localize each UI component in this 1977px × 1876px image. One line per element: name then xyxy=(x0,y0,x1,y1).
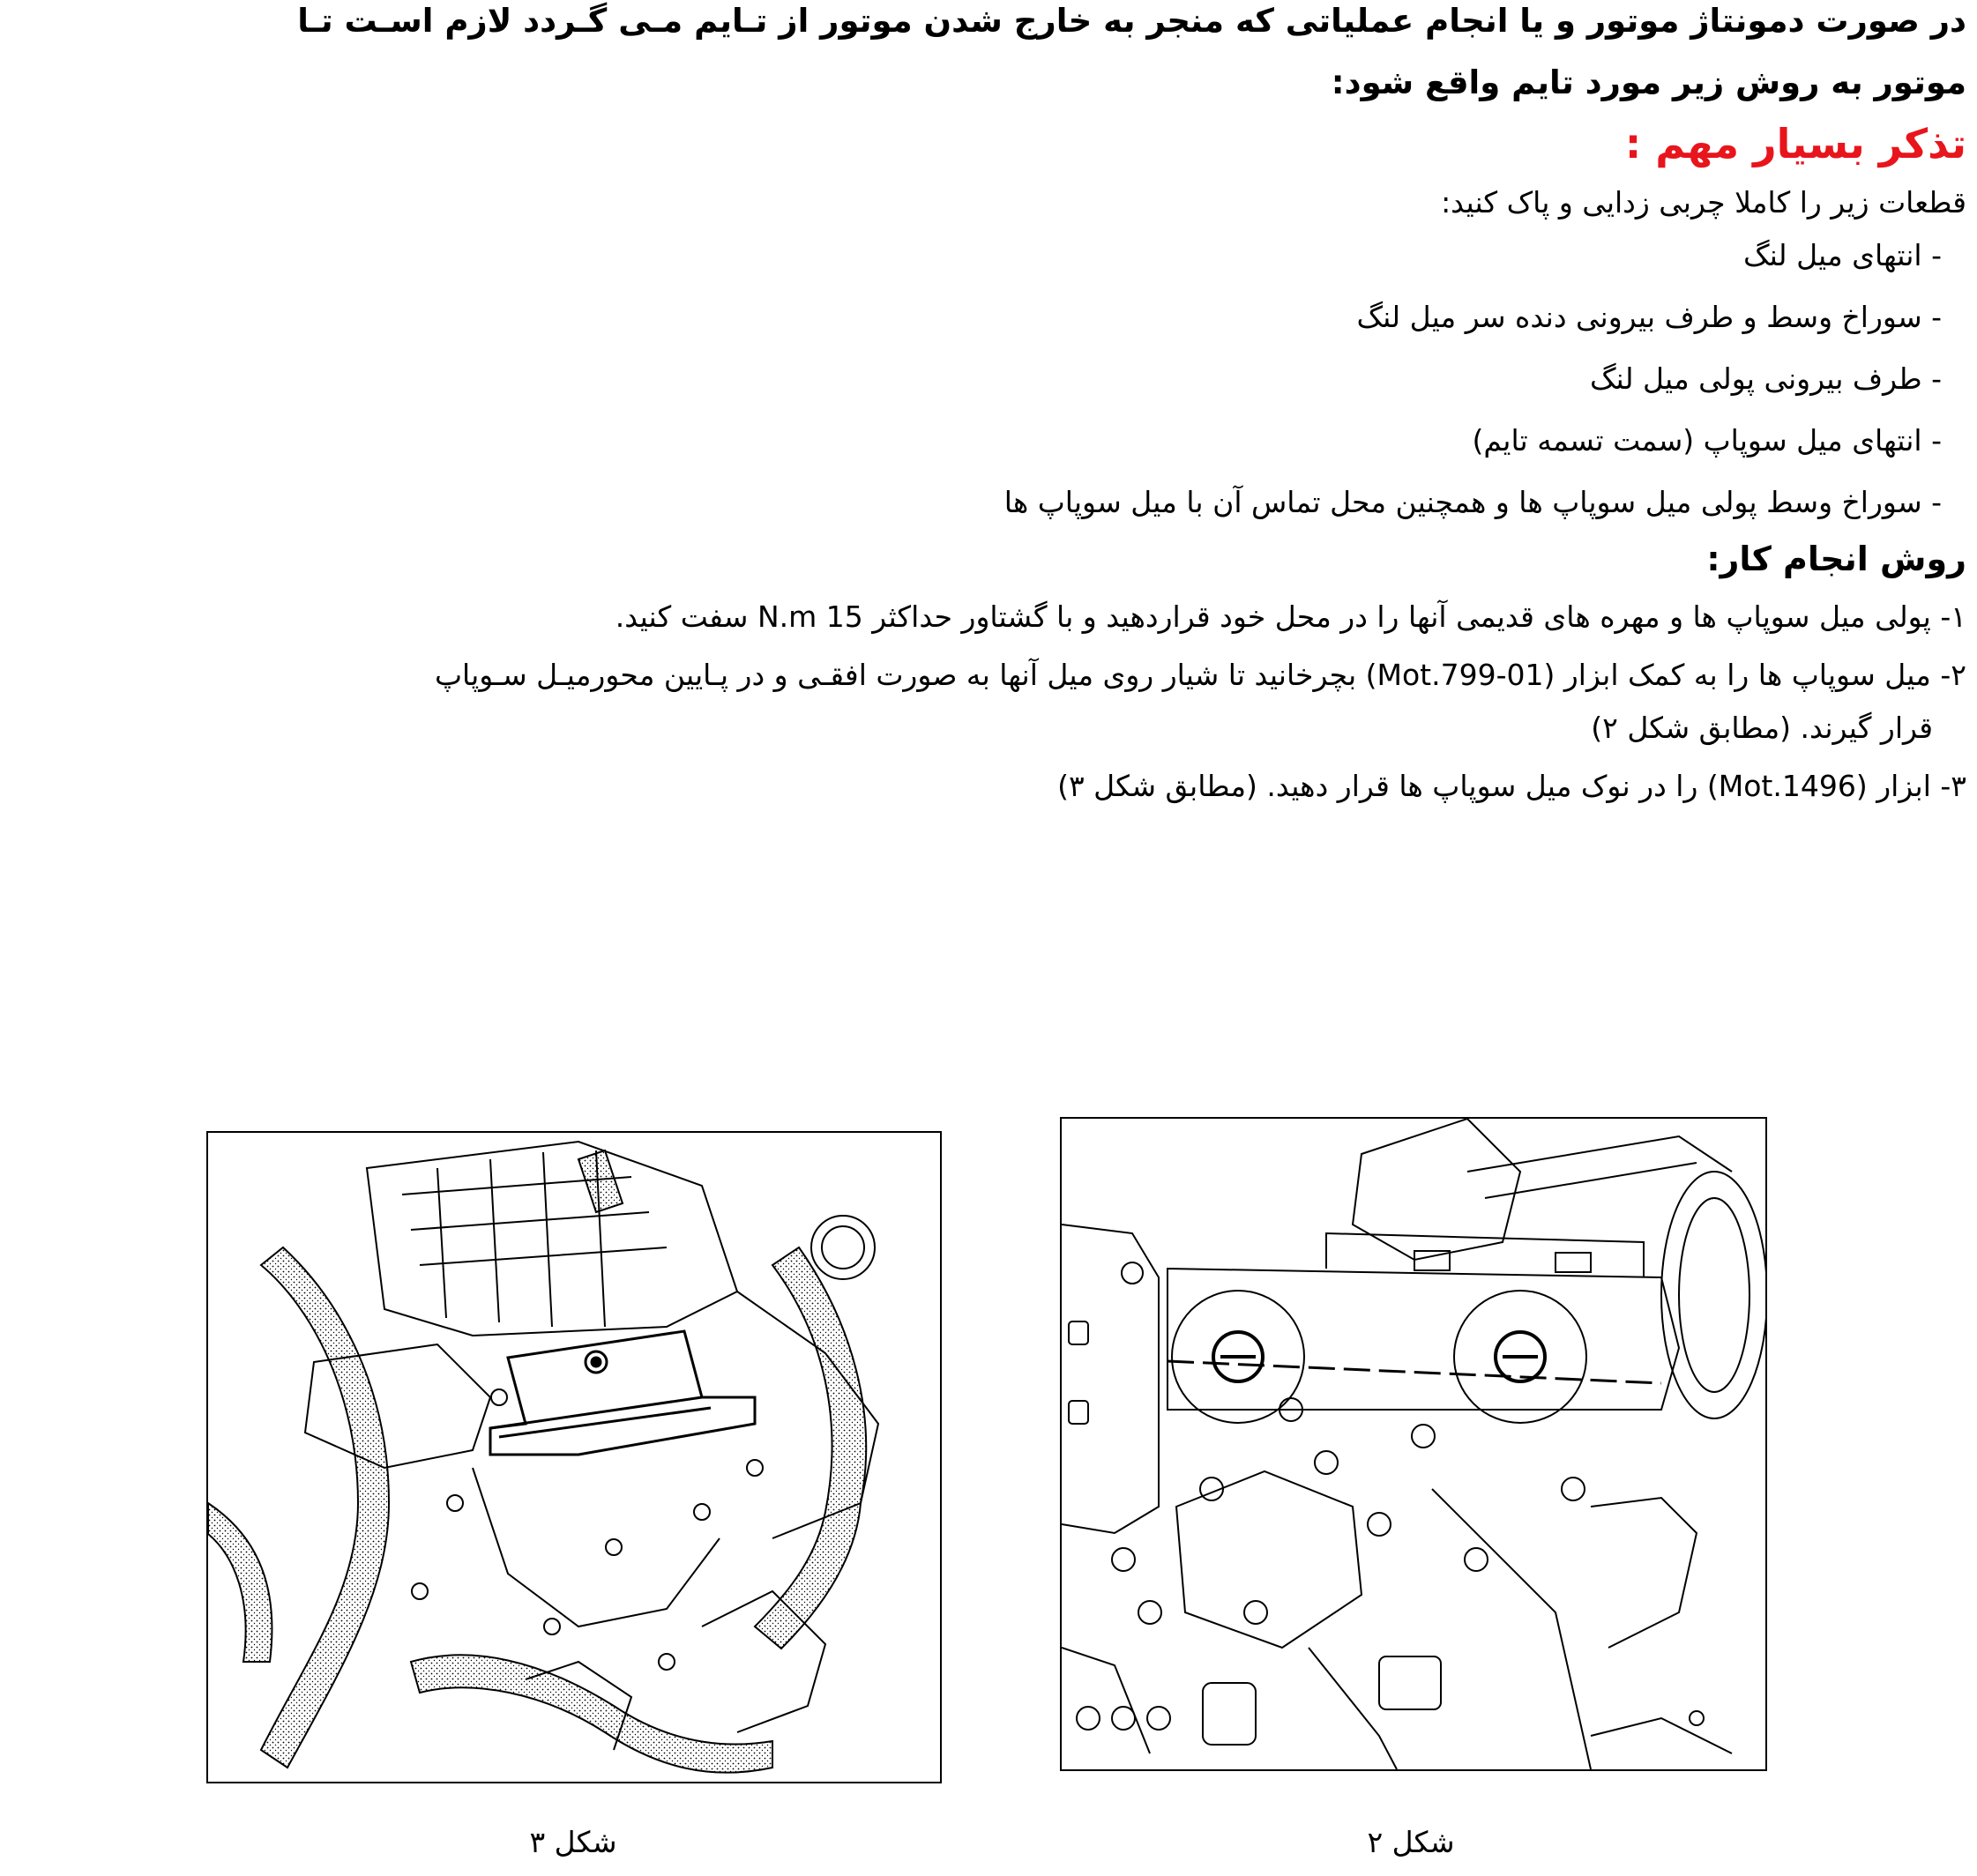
procedure-step-2-cont: قرار گیرند. (مطابق شکل ۲) xyxy=(1591,711,1933,745)
procedure-heading: روش انجام کار: xyxy=(1706,540,1966,578)
figure-2-engine-illustration xyxy=(1060,1117,1767,1771)
intro-line-1: در صورت دمونتاژ موتور و یا انجام عملیاتی که منجر به خارج شدن موتور از تـایم مـی گـردد لازم اسـت تـا xyxy=(297,2,1966,40)
degrease-item: - انتهای میل سوپاپ (سمت تسمه تایم) xyxy=(1472,423,1942,458)
important-heading: تذکر بسیار مهم : xyxy=(1624,120,1966,168)
degrease-item: - طرف بیرونی پولی میل لنگ xyxy=(1590,361,1942,396)
figure-3-engine-illustration xyxy=(206,1131,942,1783)
figure-3-caption: شکل ۳ xyxy=(529,1825,617,1859)
procedure-step-3: ۳- ابزار (Mot.1496) را در نوک میل سوپاپ ها قرار دهید. (مطابق شکل ۳) xyxy=(1057,769,1966,803)
degrease-item: - سوراخ وسط و طرف بیرونی دنده سر میل لنگ xyxy=(1356,300,1942,334)
degrease-item: - سوراخ وسط پولی میل سوپاپ ها و همچنین محل تماس آن با میل سوپاپ ها xyxy=(1003,485,1942,519)
degrease-item: - انتهای میل لنگ xyxy=(1743,238,1942,272)
figure-2-caption: شکل ۲ xyxy=(1367,1825,1455,1859)
procedure-step-1: ۱- پولی میل سوپاپ ها و مهره های قدیمی آنها را در محل خود قراردهید و با گشتاور حداکثر 15 N.m سفت کنید. xyxy=(615,599,1966,634)
degrease-lead: قطعات زیر را کاملا چربی زدایی و پاک کنید: xyxy=(1441,185,1966,220)
intro-line-2: موتور به روش زیر مورد تایم واقع شود: xyxy=(1331,63,1966,101)
procedure-step-2: ۲- میل سوپاپ ها را به کمک ابزار (Mot.799-01) بچرخانید تا شیار روی میل آنها به صورت افقـی و در پـایین محورمیـل سـوپاپ xyxy=(434,658,1966,692)
